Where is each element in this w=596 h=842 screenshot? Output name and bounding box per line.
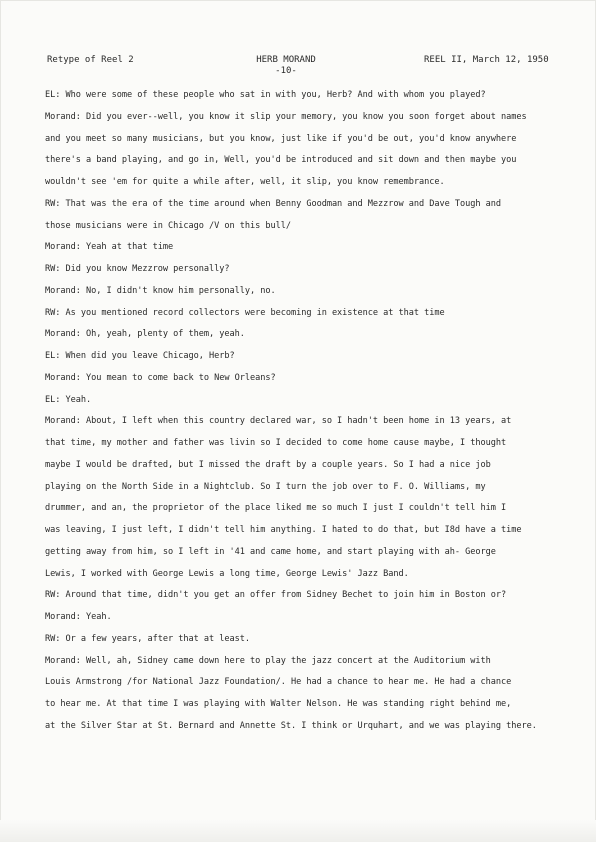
header-retype-label: Retype of Reel 2 (47, 55, 134, 65)
transcript-line: those musicians were in Chicago /V on this bull/ (45, 220, 291, 231)
transcript-line: maybe I would be drafted, but I missed the draft by a couple years. So I had a nice job (45, 459, 491, 470)
transcript-line: Morand: Did you ever--well, you know it slip your memory, you know you soon forget about names (45, 111, 527, 122)
transcript-line: Morand: About, I left when this country declared war, so I hadn't been home in 13 years, at (45, 416, 512, 427)
transcript-body (45, 85, 585, 738)
transcript-line: RW: Or a few years, after that at least. (45, 633, 250, 644)
transcript-line: Morand: You mean to come back to New Orleans? (45, 372, 276, 383)
transcript-line: Morand: No, I didn't know him personally, no. (45, 285, 276, 296)
transcript-line: playing on the North Side in a Nightclub. So I turn the job over to F. O. Williams, my (45, 481, 486, 492)
transcript-line: EL: Who were some of these people who sat in with you, Herb? And with whom you played? (45, 90, 486, 100)
transcript-line: Morand: Yeah at that time (45, 242, 174, 253)
transcript-line: Louis Armstrong /for National Jazz Foundation/. He had a chance to hear me. He had a chance (45, 677, 512, 688)
header-center (251, 55, 321, 77)
transcript-line: Morand: Well, ah, Sidney came down here to play the jazz concert at the Auditorium with (45, 655, 491, 666)
transcript-line: Morand: Yeah. (45, 612, 112, 622)
page-bottom-edge (0, 820, 596, 842)
transcript-line: Morand: Oh, yeah, plenty of them, yeah. (45, 329, 245, 340)
transcript-line: drummer, and an, the proprietor of the place liked me so much I just I couldn't tell him I (45, 503, 507, 514)
transcript-line: EL: When did you leave Chicago, Herb? (45, 351, 235, 361)
transcript-line: and you meet so many musicians, but you know, just like if you'd be out, you'd know anywhere (45, 133, 517, 144)
transcript-line: RW: Around that time, didn't you get an offer from Sidney Bechet to join him in Boston or? (45, 590, 507, 601)
transcript-line: that time, my mother and father was livin so I decided to come home cause maybe, I thought (45, 438, 507, 448)
transcript-line: RW: That was the era of the time around when Benny Goodman and Mezzrow and Dave Tough and (45, 198, 502, 209)
transcript-line: there's a band playing, and go in, Well, you'd be introduced and sit down and then maybe you (45, 155, 517, 166)
header-name: HERB MORAND (256, 55, 316, 65)
transcript-line: EL: Yeah. (45, 394, 92, 405)
transcript-line: RW: As you mentioned record collectors were becoming in existence at that time (45, 307, 445, 318)
page-number: -10- (275, 66, 297, 76)
transcript-line: at the Silver Star at St. Bernard and Annette St. I think or Urquhart, and we was playing there. (45, 720, 537, 731)
transcript-line: getting away from him, so I left in '41 and came home, and start playing with ah- George (45, 546, 496, 557)
transcript-line: was leaving, I just left, I didn't tell him anything. I hated to do that, but I8d have a time (45, 525, 522, 535)
transcript-line: Lewis, I worked with George Lewis a long time, George Lewis' Jazz Band. (45, 568, 409, 579)
transcript-line: RW: Did you know Mezzrow personally? (45, 264, 230, 274)
transcript-line: to hear me. At that time I was playing with Walter Nelson. He was standing right behind me, (45, 699, 512, 709)
header-reel-date: REEL II, March 12, 1950 (424, 55, 549, 65)
transcript-line: wouldn't see 'em for quite a while after, well, it slip, you know remembrance. (45, 177, 445, 187)
